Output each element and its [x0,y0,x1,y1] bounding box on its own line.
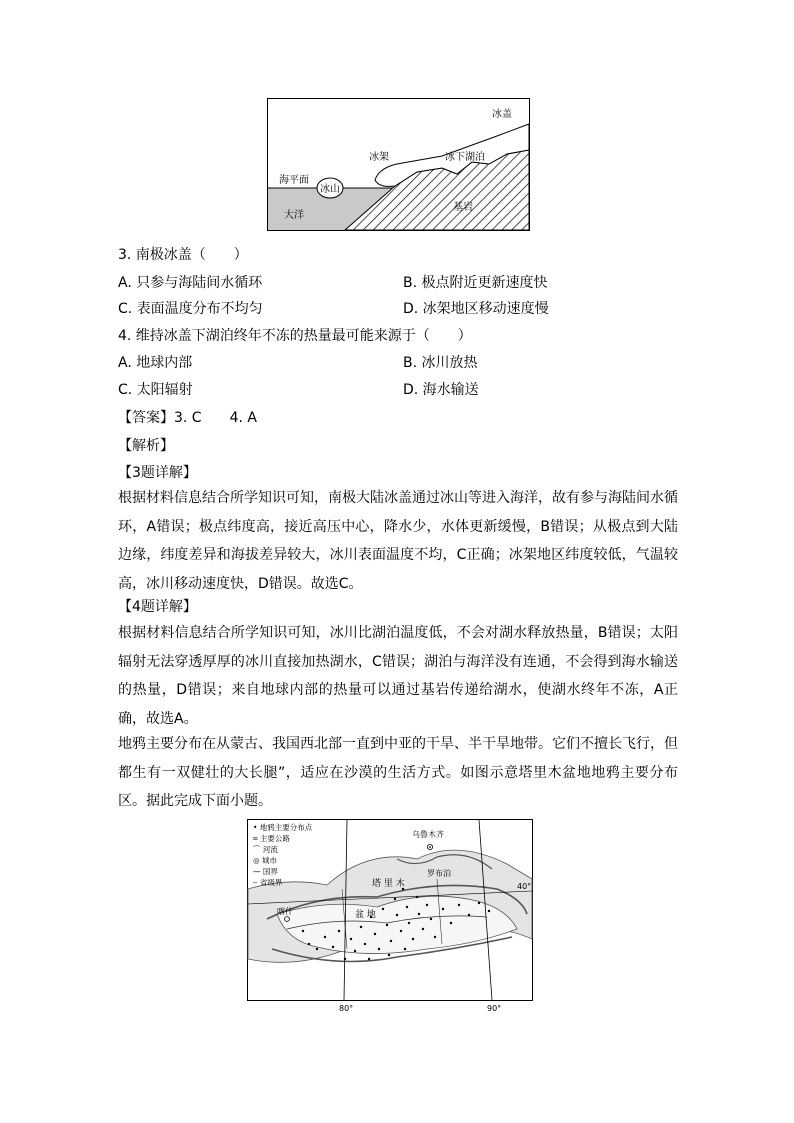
q4-option-b: B. 冰川放热 [403,355,478,371]
desert-label-1: 塔 里 木 [372,879,405,889]
q4-option-a: A. 地球内部 [118,355,193,371]
question-3-stem: 3. 南极冰盖（ ） [118,247,248,263]
label-ice-sheet: 冰盖 [492,109,512,120]
label-ocean: 大洋 [284,210,304,221]
q3-explanation: 根据材料信息结合所学知识可知，南极大陆冰盖通过冰山等进入海洋，故有参与海陆间水循环，A错误；极点纬度高，接近高压中心，降水少，水体更新缓慢，B错误；从极点到大陆边缘，纬度差异和海拔差异较大，冰川表面温度不均，C正确；冰架地区纬度较低，气温较高，冰川移动速度快，D错误。故选C。 [118,490,678,592]
lon-80: 80° [339,1004,354,1013]
answer-line: 【答案】3. C 4. A [118,410,257,426]
q4-explanation: 根据材料信息结合所学知识可知，冰川比湖泊温度低，不会对湖水释放热量，B错误；太阳辐射无法穿透厚厚的冰川直接加热湖水，C错误；湖泊与海洋没有连通，不会得到海水输送的热量，D错误；来自地球内部的热量可以通过基岩传递给湖水，使湖水终年不冻，A正确，故选A。 [118,625,678,727]
q4-option-d: D. 海水输送 [403,382,479,398]
q4-detail-heading: 【4题详解】 [118,599,197,615]
legend-river: ⌒ 河流 [253,845,278,854]
tarim-basin-map [247,819,533,1014]
basin-label: 盆 地 [355,910,376,920]
q3-option-c: C. 表面温度分布不均匀 [118,301,263,317]
question-4-stem: 4. 维持冰盖下湖泊终年不冻的热量最可能来源于（ ） [118,328,472,344]
legend-dots: • 地鸦主要分布点 [253,823,313,832]
label-iceberg: 冰山 [320,184,340,195]
q3-option-a: A. 只参与海陆间水循环 [118,275,263,291]
city-urumqi: 乌鲁木齐 [412,830,444,839]
label-subglacial-lake: 冰下湖泊 [445,152,485,163]
legend-provincial-border: ┄ 省级界 [253,878,283,887]
q3-option-d: D. 冰架地区移动速度慢 [403,301,549,317]
legend-city: ◎ 城市 [253,856,277,865]
q4-option-c: C. 太阳辐射 [118,382,193,398]
lon-90: 90° [487,1004,502,1013]
label-sea-level: 海平面 [279,175,309,186]
q3-detail-heading: 【3题详解】 [118,465,197,481]
legend-national-border: — 国界 [253,867,278,876]
analysis-heading: 【解析】 [118,438,174,454]
west-label: 喀什 [277,907,293,916]
label-ice-shelf: 冰架 [369,152,389,163]
east-label: 罗布泊 [427,869,451,878]
ice-sheet-diagram [267,98,530,231]
q3-option-b: B. 极点附近更新速度快 [403,275,548,291]
lat-40: 40° [517,882,532,891]
label-bedrock: 基岩 [453,202,473,213]
intro-paragraph: 地鸦主要分布在从蒙古、我国西北部一直到中亚的干旱、半干旱地带。它们不擅长飞行，但都生有一双健壮的大长腿”，适应在沙漠的生活方式。如图示意塔里木盆地地鸦主要分布区。据此完成下面小题。 [118,736,678,809]
legend-highway: ═ 主要公路 [253,834,290,843]
